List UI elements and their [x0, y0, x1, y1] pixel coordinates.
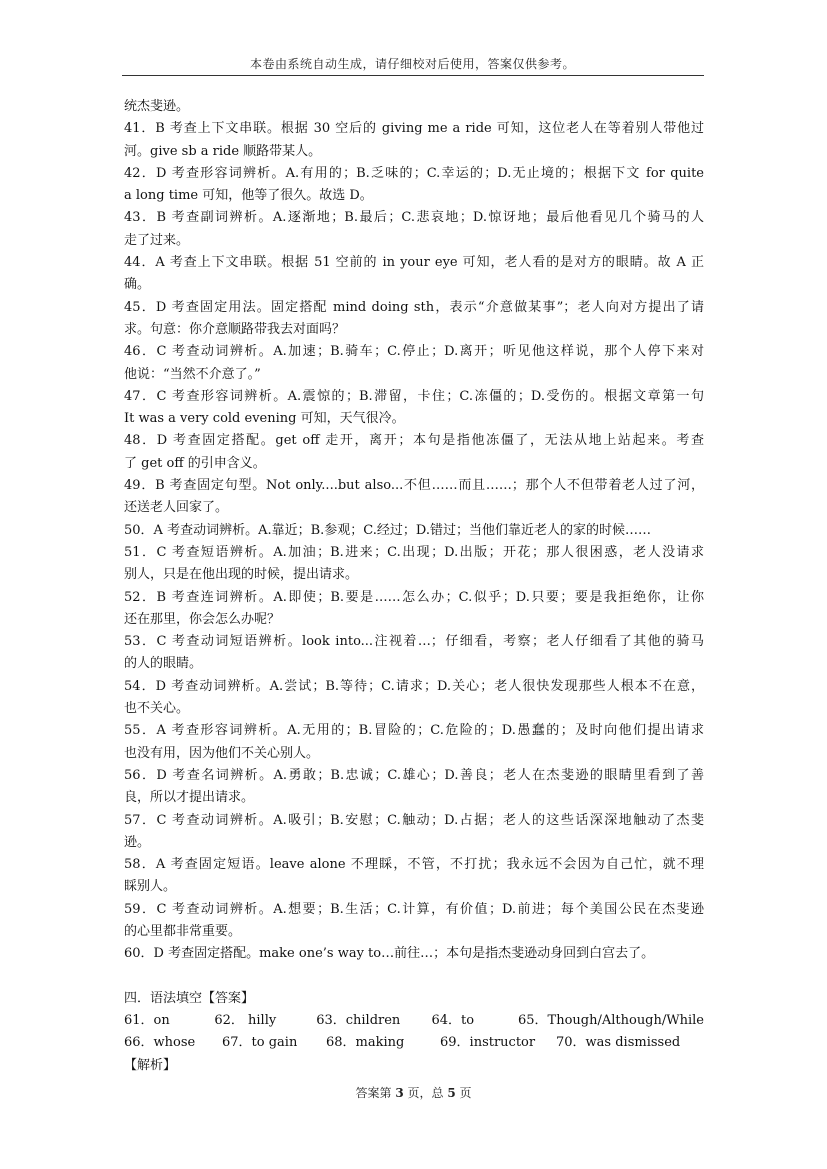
text-line: 别人，只是在他出现的时候，提出请求。: [124, 567, 359, 583]
answer-row-1: [124, 1010, 704, 1032]
text-line: 河。give sb a ride 顺路带某人。: [124, 143, 322, 159]
text-line: 44．A 考查上下文串联。根据 51 空前的 in your eye 可知，老人看的是对方的眼睛。故 A 正: [124, 255, 704, 271]
text-line: 他说：“当然不介意了。”: [124, 366, 261, 382]
answer-67: 67．to gain: [222, 1035, 298, 1051]
text-line: 确。: [124, 277, 151, 293]
document-body: [124, 96, 704, 1077]
text-line: 也不关心。: [124, 701, 190, 717]
text-line: 逊。: [124, 834, 151, 850]
text-line: 良，所以才提出请求。: [124, 790, 255, 806]
answer-65: 65．Though/Although/While: [517, 1013, 705, 1029]
text-line: 52．B 考查连词辨析。A.即使；B.要是……怎么办；C.似乎；D.只要；要是我拒绝你，让你: [124, 589, 704, 605]
text-line: 的心里都非常重要。: [124, 923, 242, 939]
text-line: 求。句意：你介意顺路带我去对面吗？: [124, 321, 346, 337]
answer-68: 68．making: [326, 1035, 405, 1051]
footer-suffix: 页: [455, 1086, 472, 1100]
answer-63: 63．children: [316, 1013, 401, 1029]
answer-69: 69．instructor: [440, 1035, 536, 1051]
answer-61: 61．on: [124, 1013, 170, 1029]
page-footer: [0, 1084, 827, 1101]
text-line: 43．B 考查副词辨析。A.逐渐地；B.最后；C.悲哀地；D.惊讶地；最后他看见几个骑马的人: [124, 210, 704, 226]
text-line: a long time 可知，他等了很久。故选 D。: [124, 188, 373, 204]
text-line: 46．C 考查动词辨析。A.加速；B.骑车；C.停止；D.离开；听见他这样说，那个人停下来对: [124, 344, 704, 360]
text-line: 55．A 考查形容词辨析。A.无用的；B.冒险的；C.危险的；D.愚蠢的；及时向他们提出请求: [124, 723, 704, 739]
text-line: 45．D 考查固定用法。固定搭配 mind doing sth，表示“介意做某事”；老人向对方提出了请: [124, 299, 704, 315]
text-line: 60．D 考查固定搭配。make one’s way to…前往…；本句是指杰斐逊动身回到白宫去了。: [124, 946, 655, 962]
section-gap: [124, 966, 704, 988]
text-line: 51．C 考查短语辨析。A.加油；B.进来；C.出现；D.出版；开花；那人很困惑，老人没请求: [124, 544, 704, 560]
footer-page-number: 3: [395, 1086, 404, 1100]
text-line: 58．A 考查固定短语。leave alone 不理睬，不管，不打扰；我永远不会因为自己忙，就不理: [124, 857, 704, 873]
text-line: 53．C 考查动词短语辨析。look into...注视着…；仔细看，考察；老人仔细看了其他的骑马: [124, 634, 704, 650]
footer-middle: 页，总: [403, 1086, 448, 1100]
text-line: 还送老人回家了。: [124, 500, 229, 516]
header-divider: [122, 75, 704, 76]
answer-70: 70．was dismissed: [556, 1035, 681, 1051]
text-line: 了 get off 的引申含义。: [124, 455, 266, 471]
answer-explanations: [124, 96, 704, 966]
text-line: 还在那里，你会怎么办呢？: [124, 611, 281, 627]
answer-row-2: [124, 1032, 704, 1054]
text-line: 48．D 考查固定搭配。get off 走开，离开；本句是指他冻僵了，无法从地上站起来。考查: [124, 433, 704, 449]
text-line: 走了过来。: [124, 232, 190, 248]
section-title: 四．语法填空【答案】: [124, 990, 255, 1006]
text-line: 41．B 考查上下文串联。根据 30 空后的 giving me a ride 可知，这位老人在等着别人带他过: [124, 121, 704, 137]
page-header: 本卷由系统自动生成，请仔细校对后使用，答案仅供参考。: [249, 57, 575, 71]
text-line: 统杰斐逊。: [124, 99, 190, 114]
text-line: 47．C 考查形容词辨析。A.震惊的；B.滞留，卡住；C.冻僵的；D.受伤的。根据文章第一句: [124, 388, 704, 404]
text-line: 的人的眼睛。: [124, 656, 203, 672]
text-line: 42．D 考查形容词辨析。A.有用的；B.乏味的；C.幸运的；D.无止境的；根据下文 for quite: [124, 165, 704, 181]
analysis-label: 【解析】: [124, 1057, 177, 1073]
text-line: 睬别人。: [124, 879, 177, 895]
text-line: 50．A 考查动词辨析。A.靠近；B.参观；C.经过；D.错过；当他们靠近老人的家的时候……: [124, 522, 651, 538]
text-line: 56．D 考查名词辨析。A.勇敢；B.忠诚；C.雄心；D.善良；老人在杰斐逊的眼睛里看到了善: [124, 767, 704, 783]
text-line: It was a very cold evening 可知，天气很冷。: [124, 411, 405, 427]
text-line: 49．B 考查固定句型。Not only....but also...不但……而且……；那个人不但带着老人过了河，: [124, 478, 704, 494]
footer-total-pages: 5: [447, 1086, 456, 1100]
answer-62: 62． hilly: [214, 1013, 277, 1029]
answer-64: 64．to: [431, 1013, 475, 1029]
text-line: 也没有用，因为他们不关心别人。: [124, 745, 320, 761]
text-line: 59．C 考查动词辨析。A.想要；B.生活；C.计算，有价值；D.前进；每个美国公民在杰斐逊: [124, 901, 704, 917]
answer-66: 66．whose: [124, 1035, 196, 1051]
text-line: 57．C 考查动词辨析。A.吸引；B.安慰；C.触动；D.占据；老人的这些话深深地触动了杰斐: [124, 812, 704, 828]
footer-prefix: 答案第: [355, 1086, 396, 1100]
text-line: 54．D 考查动词辨析。A.尝试；B.等待；C.请求；D.关心；老人很快发现那些人根本不在意，: [124, 678, 704, 694]
